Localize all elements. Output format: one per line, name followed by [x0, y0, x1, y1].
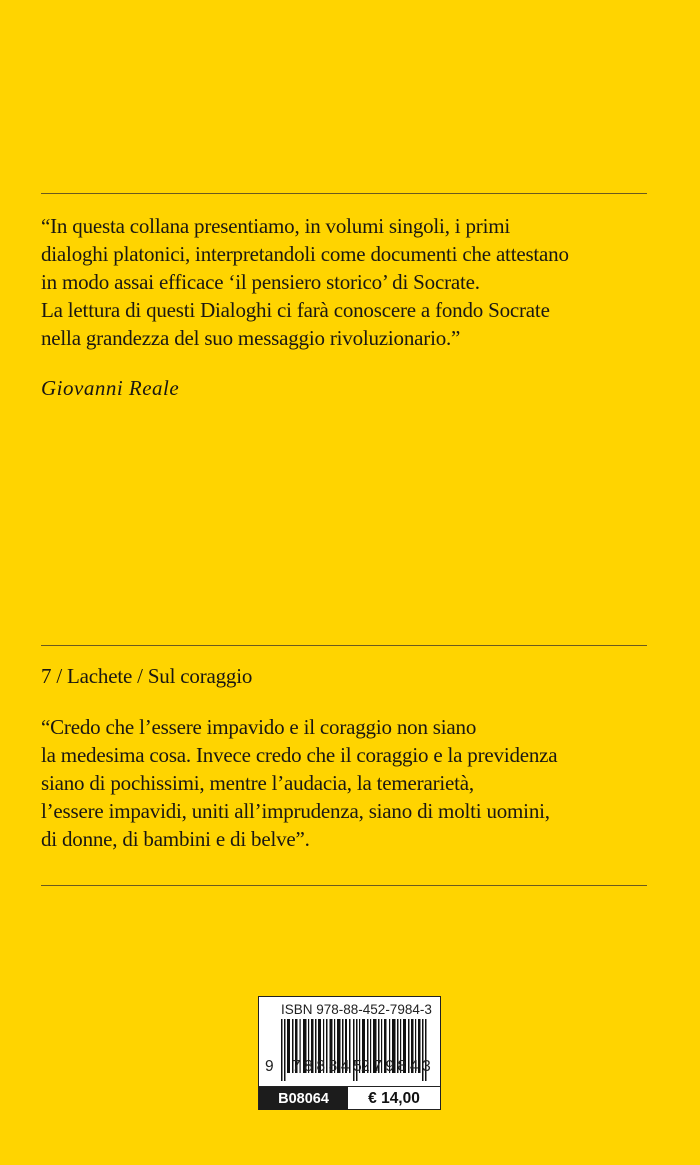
price-label: € 14,00 [368, 1089, 420, 1107]
isbn-label: ISBN 978-88-452-7984-3 [281, 1002, 432, 1017]
bottom-divider [41, 885, 647, 886]
volume-title: 7 / Lachete / Sul coraggio [41, 664, 253, 688]
series-quote-line: La lettura di questi Dialoghi ci farà conoscere a fondo Socrate [41, 298, 550, 322]
volume-quote-line: l’essere impavidi, uniti all’imprudenza, siano di molti uomini, [41, 799, 550, 823]
barcode-footer [259, 1086, 440, 1110]
barcode-left-digits: 788845 [292, 1058, 366, 1075]
barcode-digits [259, 997, 440, 1081]
volume-section [41, 662, 661, 853]
series-quote-line: nella grandezza del suo messaggio rivoluzionario.” [41, 326, 461, 350]
isbn-barcode-box [258, 996, 441, 1110]
volume-quote-line: di donne, di bambini e di belve”. [41, 827, 310, 851]
series-quote-line: in modo assai efficace ‘il pensiero storico’ di Socrate. [41, 270, 480, 294]
series-quote [41, 212, 661, 402]
volume-quote-line: “Credo che l’essere impavido e il coraggio non siano [41, 715, 477, 739]
volume-quote-line: la medesima cosa. Invece credo che il coraggio e la previdenza [41, 743, 558, 767]
quote-author: Giovanni Reale [41, 376, 180, 400]
volume-quote [41, 713, 661, 853]
series-quote-line: dialoghi platonici, interpretandoli come documenti che attestano [41, 242, 569, 266]
top-divider [41, 193, 647, 194]
volume-quote-line: siano di pochissimi, mentre l’audacia, la temerarietà, [41, 771, 474, 795]
series-quote-line: “In questa collana presentiamo, in volumi singoli, i primi [41, 214, 510, 238]
product-code: B08064 [259, 1087, 348, 1110]
barcode-first-digit: 9 [265, 1058, 274, 1075]
middle-divider [41, 645, 647, 646]
barcode-right-digits: 279843 [361, 1058, 435, 1075]
